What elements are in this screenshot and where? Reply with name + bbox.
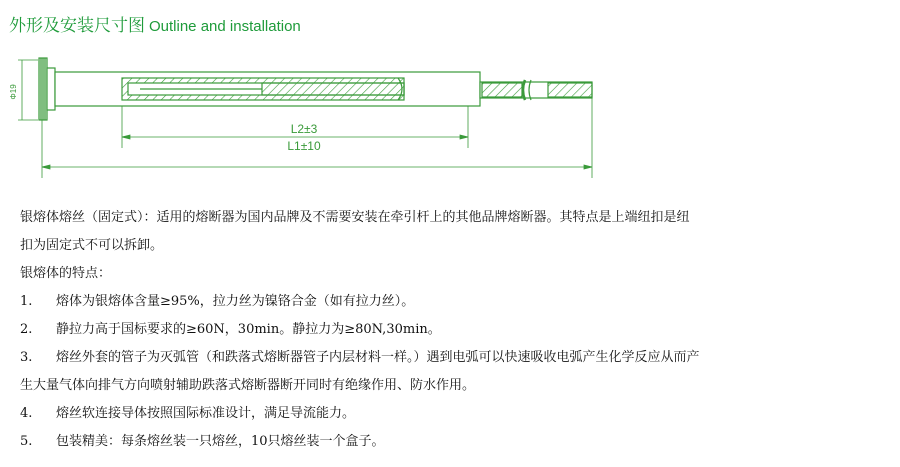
list-item: 5. 包装精美：每条熔丝装一只熔丝，10只熔丝装一个盒子。 — [20, 434, 385, 449]
features-title: 银熔体的特点： — [20, 266, 112, 281]
list-item-continuation: 生大量气体向排气方向喷射辅助跌落式熔断器断开同时有绝缘作用、防水作用。 — [20, 378, 476, 393]
intro-line-2: 扣为固定式不可以拆卸。 — [20, 238, 164, 253]
l2-label: L2±3 — [290, 122, 318, 136]
description-text — [20, 204, 890, 456]
list-item: 1. 熔体为银熔体含量≥95%，拉力丝为镍铬合金（如有拉力丝）。 — [20, 294, 415, 309]
heading-title-en: Outline and installation — [149, 18, 301, 35]
list-item: 4. 熔丝软连接导体按照国际标准设计，满足导流能力。 — [20, 406, 356, 421]
diameter-label: Φ19 — [9, 84, 18, 100]
l1-label: L1±10 — [287, 139, 321, 153]
section-heading — [9, 14, 301, 39]
intro-line-1: 银熔体熔丝（固定式）：适用的熔断器为国内品牌及不需要安装在牵引杆上的其他品牌熔断器。其特点是上端纽扣是纽 — [20, 210, 690, 225]
list-item: 3. 熔丝外套的管子为灭弧管（和跌落式熔断器管子内层材料一样。）遇到电弧可以快速吸收电弧产生化学反应从而产 — [20, 350, 700, 365]
heading-title-cn: 外形及安装尺寸图 — [9, 16, 145, 36]
outline-drawing — [0, 40, 900, 185]
head-neck — [47, 68, 55, 110]
list-item: 2. 静拉力高于国标要求的≥60N，30min。静拉力为≥80N,30min。 — [20, 322, 441, 337]
